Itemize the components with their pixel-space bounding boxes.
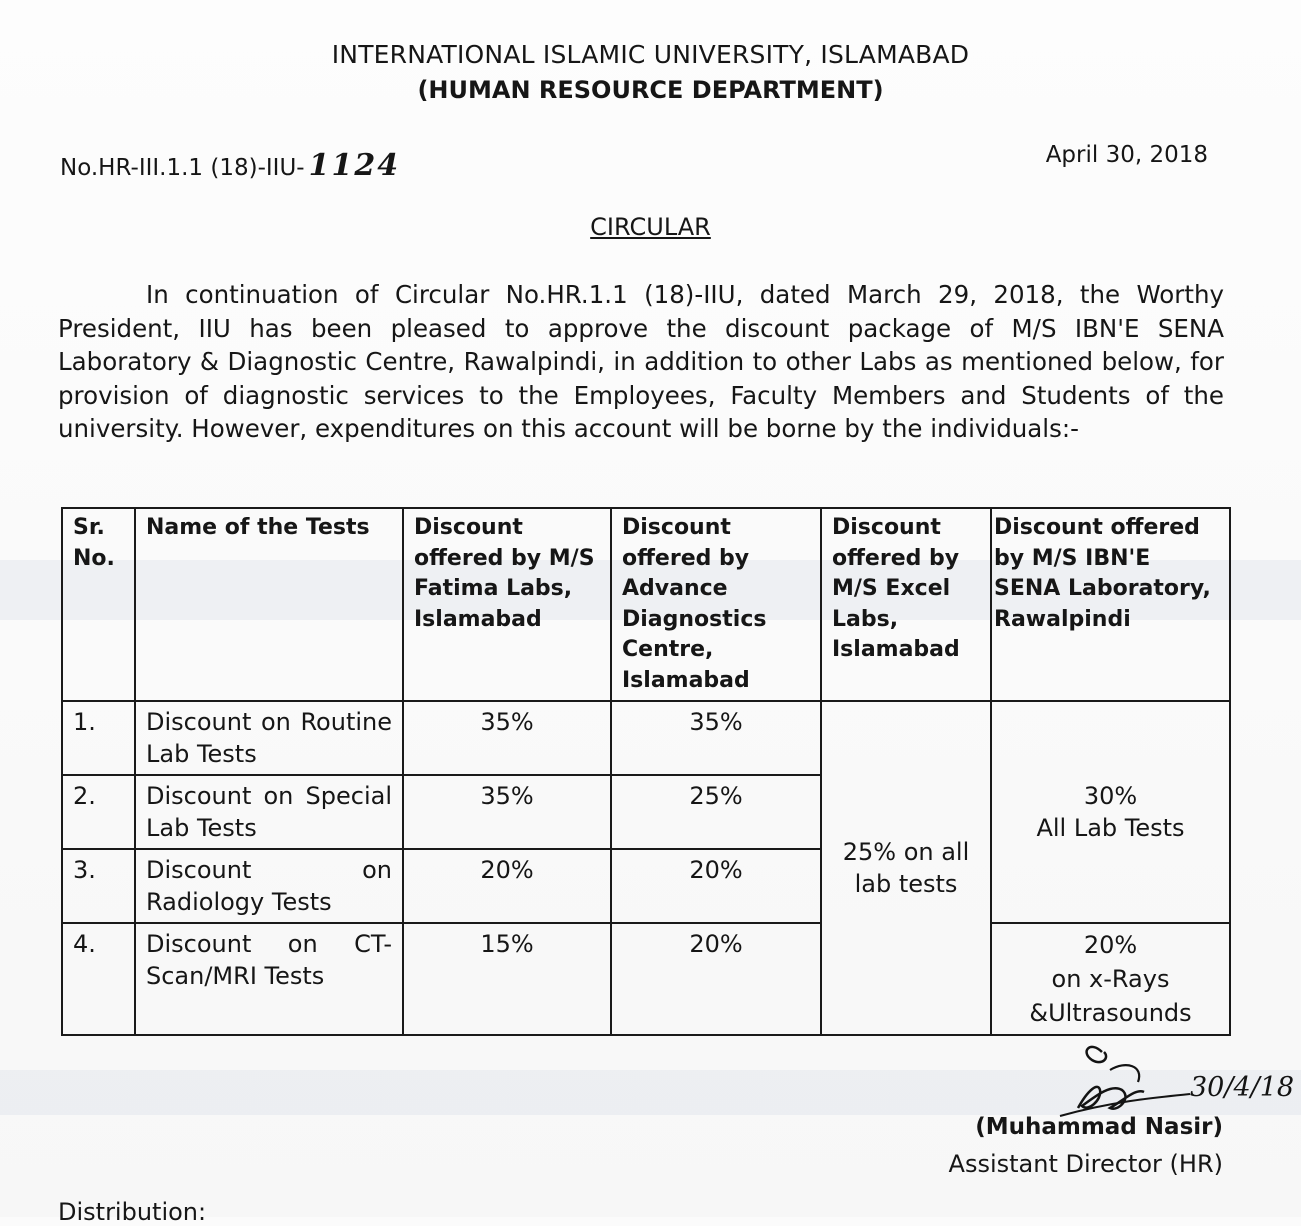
sr-cell: 4. — [62, 923, 135, 1035]
university-name: INTERNATIONAL ISLAMIC UNIVERSITY, ISLAMABAD — [331, 40, 970, 69]
sr-cell: 2. — [62, 775, 135, 849]
discount-table — [61, 507, 1231, 1036]
table-row — [62, 923, 1230, 1035]
fatima-discount-cell: 15% — [403, 923, 611, 1035]
table-row — [62, 701, 1230, 775]
ibnesena-lab-discount-cell — [991, 701, 1230, 923]
header-ibne-sena: Discount offered by M/S IBN'E SENA Laboratory, Rawalpindi — [991, 508, 1230, 701]
circular-date: April 30, 2018 — [1045, 142, 1208, 168]
reference-handwritten-number: 1124 — [308, 148, 401, 183]
ibnesena-lab-percent: 30% — [1083, 782, 1138, 810]
advance-discount-cell: 20% — [611, 923, 821, 1035]
ibnesena-xray-discount-cell — [991, 923, 1230, 1035]
ibnesena-xray-label: on x-Rays — [1051, 965, 1170, 993]
header-test-name: Name of the Tests — [135, 508, 403, 701]
test-name-cell: Discount on Special Lab Tests — [135, 775, 403, 849]
fatima-discount-cell: 35% — [403, 701, 611, 775]
excel-discount-merged-cell — [821, 701, 991, 1035]
signer-name: (Muhammad Nasir) — [975, 1114, 1223, 1140]
table-header-row — [62, 508, 1230, 701]
advance-discount-cell: 20% — [611, 849, 821, 923]
circular-title: CIRCULAR — [590, 213, 711, 241]
sr-cell: 3. — [62, 849, 135, 923]
signer-title: Assistant Director (HR) — [948, 1150, 1223, 1178]
header-sr-no: Sr. No. — [62, 508, 135, 701]
ibnesena-xray-percent: 20% — [1083, 931, 1138, 959]
advance-discount-cell: 35% — [611, 701, 821, 775]
fatima-discount-cell: 20% — [403, 849, 611, 923]
sr-cell: 1. — [62, 701, 135, 775]
header-advance-diagnostics: Discount offered by Advance Diagnostics Centre, Islamabad — [611, 508, 821, 701]
test-name-cell: Discount on Radiology Tests — [135, 849, 403, 923]
fatima-discount-cell: 35% — [403, 775, 611, 849]
circular-body: In continuation of Circular No.HR.1.1 (18)-IIU, dated March 29, 2018, the Worthy President, IIU has been pleased to approve the discount package of M/S IBN'E SENA Laboratory & Diagnostic Centre, Rawalpindi, in addition to other Labs as mentioned below, for provision of diagnostic services to the Employees, Faculty Members and Students of the university. However, expenditures on this account will be borne by the individuals:- — [58, 280, 1224, 444]
test-name-cell: Discount on Routine Lab Tests — [135, 701, 403, 775]
test-name-cell: Discount on CT-Scan/MRI Tests — [135, 923, 403, 1035]
header-fatima-labs: Discount offered by M/S Fatima Labs, Islamabad — [403, 508, 611, 701]
reference-number — [60, 148, 400, 183]
advance-discount-cell: 25% — [611, 775, 821, 849]
reference-prefix: No.HR-III.1.1 (18)-IIU- — [60, 155, 305, 181]
excel-discount-line2: lab tests — [854, 870, 958, 898]
department-name: (HUMAN RESOURCE DEPARTMENT) — [417, 76, 884, 104]
signature-date: 30/4/18 — [1190, 1072, 1295, 1103]
excel-discount-line1: 25% on all — [842, 838, 970, 866]
ibnesena-xray-label-2: &Ultrasounds — [1029, 999, 1192, 1027]
ibnesena-lab-label: All Lab Tests — [1036, 814, 1185, 842]
distribution-label: Distribution: — [58, 1198, 207, 1226]
header-excel-labs: Discount offered by M/S Excel Labs, Islamabad — [821, 508, 991, 701]
